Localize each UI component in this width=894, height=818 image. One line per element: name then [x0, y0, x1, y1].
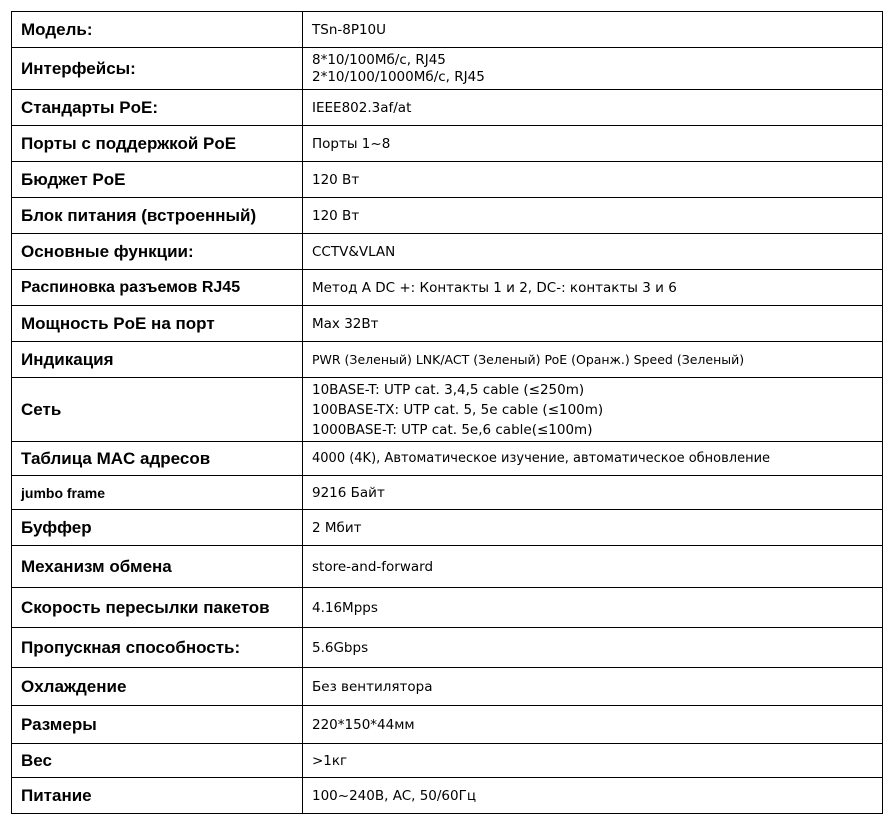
spec-label: Порты с поддержкой PoE [12, 126, 303, 162]
spec-label: Основные функции: [12, 234, 303, 270]
spec-label: Мощность PoE на порт [12, 306, 303, 342]
spec-row-switching-mechanism [12, 546, 883, 588]
spec-label: Блок питания (встроенный) [12, 198, 303, 234]
spec-row-jumbo-frame [12, 476, 883, 510]
spec-value: PWR (Зеленый) LNK/ACT (Зеленый) PoE (Оранж.) Speed (Зеленый) [303, 342, 883, 378]
spec-row-power-supply [12, 198, 883, 234]
spec-row-forwarding-rate [12, 588, 883, 628]
spec-label: jumbo frame [12, 476, 303, 510]
spec-value: 5.6Gbps [303, 628, 883, 668]
spec-row-power [12, 778, 883, 814]
spec-label: Буффер [12, 510, 303, 546]
spec-row-dimensions [12, 706, 883, 744]
spec-row-model [12, 12, 883, 48]
spec-value: 120 Вт [303, 162, 883, 198]
spec-label: Таблица MAC адресов [12, 442, 303, 476]
spec-label: Стандарты PoE: [12, 90, 303, 126]
spec-row-weight [12, 744, 883, 778]
spec-label: Размеры [12, 706, 303, 744]
spec-row-poe-per-port [12, 306, 883, 342]
spec-value: 220*150*44мм [303, 706, 883, 744]
spec-row-poe-budget [12, 162, 883, 198]
spec-value: 4.16Mpps [303, 588, 883, 628]
spec-label: Распиновка разъемов RJ45 [12, 270, 303, 306]
spec-value: CCTV&VLAN [303, 234, 883, 270]
spec-row-mac-table [12, 442, 883, 476]
spec-value: Max 32Вт [303, 306, 883, 342]
spec-label: Сеть [12, 378, 303, 442]
spec-row-poe-ports [12, 126, 883, 162]
spec-value: Без вентилятора [303, 668, 883, 706]
spec-label: Скорость пересылки пакетов [12, 588, 303, 628]
spec-value: >1кг [303, 744, 883, 778]
spec-row-network [12, 378, 883, 442]
spec-value: 100~240В, AC, 50/60Гц [303, 778, 883, 814]
spec-value: store-and-forward [303, 546, 883, 588]
spec-label: Питание [12, 778, 303, 814]
spec-label: Индикация [12, 342, 303, 378]
spec-row-buffer [12, 510, 883, 546]
spec-row-bandwidth [12, 628, 883, 668]
spec-row-interfaces [12, 48, 883, 90]
spec-row-rj45-pinout [12, 270, 883, 306]
spec-label: Механизм обмена [12, 546, 303, 588]
spec-label: Охлаждение [12, 668, 303, 706]
spec-value: TSn-8P10U [303, 12, 883, 48]
spec-label: Пропускная способность: [12, 628, 303, 668]
spec-label: Вес [12, 744, 303, 778]
spec-value: 9216 Байт [303, 476, 883, 510]
spec-row-cooling [12, 668, 883, 706]
spec-row-main-functions [12, 234, 883, 270]
spec-label: Интерфейсы: [12, 48, 303, 90]
spec-value: IEEE802.3af/at [303, 90, 883, 126]
spec-table [11, 11, 883, 814]
spec-value: Метод A DC +: Контакты 1 и 2, DC-: контакты 3 и 6 [303, 270, 883, 306]
spec-label: Бюджет PoE [12, 162, 303, 198]
spec-row-poe-standards [12, 90, 883, 126]
spec-row-indication [12, 342, 883, 378]
spec-label: Модель: [12, 12, 303, 48]
spec-value: 120 Вт [303, 198, 883, 234]
spec-value: 2 Мбит [303, 510, 883, 546]
spec-value: Порты 1~8 [303, 126, 883, 162]
spec-value: 4000 (4K), Автоматическое изучение, автоматическое обновление [303, 442, 883, 476]
spec-value: 8*10/100Мб/с, RJ45 2*10/100/1000Мб/с, RJ45 [303, 48, 883, 90]
spec-value: 10BASE-T: UTP cat. 3,4,5 cable (≤250m) 100BASE-TX: UTP cat. 5, 5e cable (≤100m) 1000BASE-T: UTP cat. 5e,6 cable(≤100m) [303, 378, 883, 442]
